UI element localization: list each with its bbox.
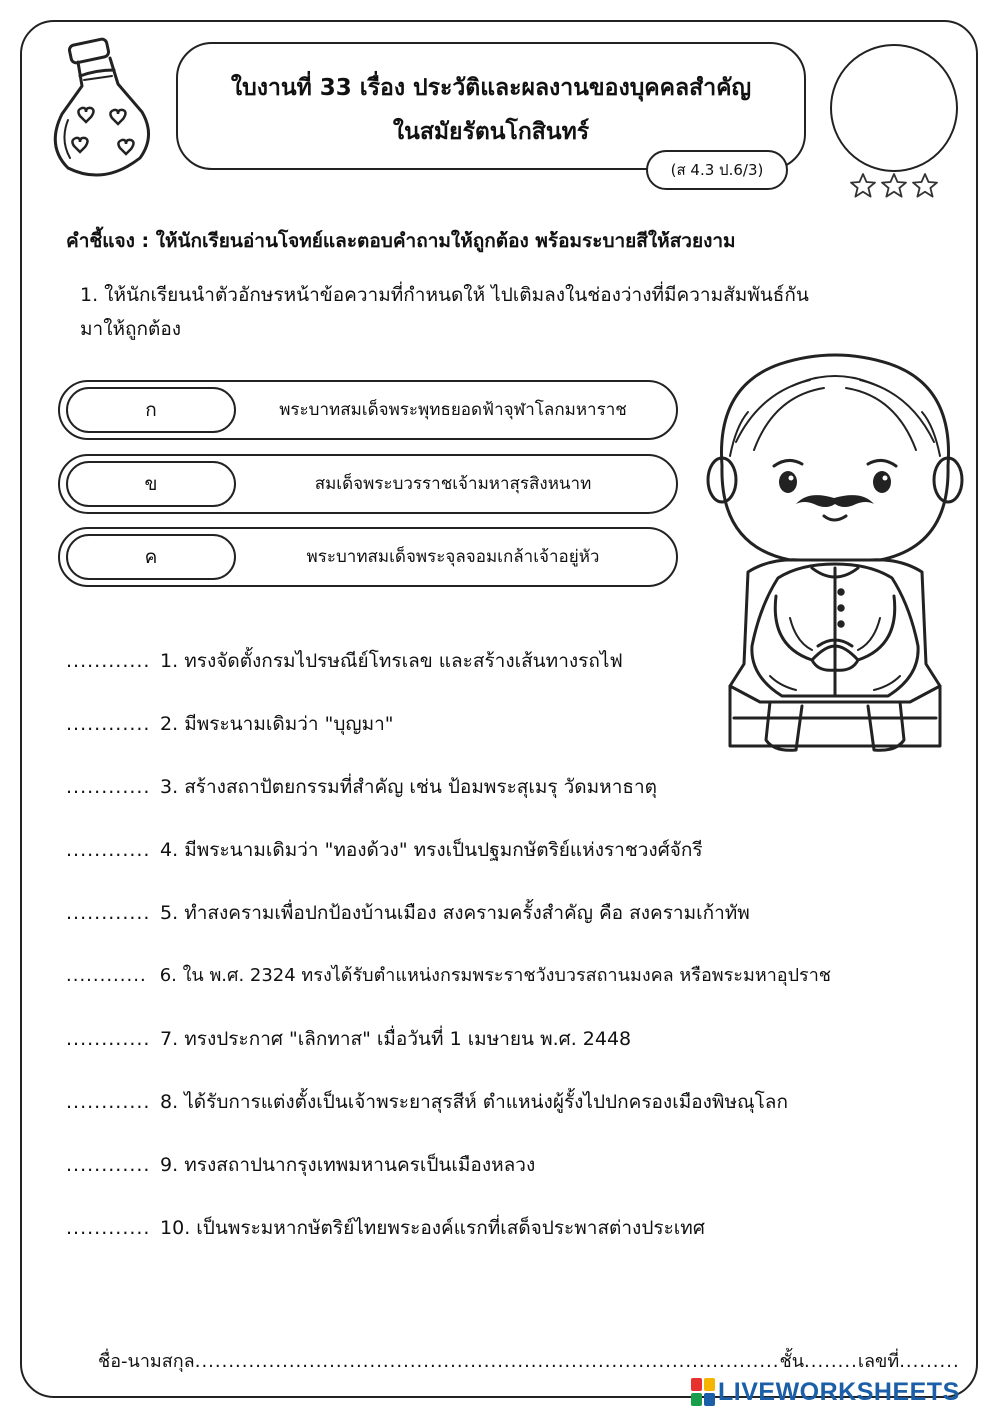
three-stars-icon xyxy=(848,172,940,200)
option-letter: ค xyxy=(66,534,236,580)
worksheet-subtitle: ในสมัยรัตนโกสินทร์ xyxy=(392,119,590,145)
option-letter: ข xyxy=(66,461,236,507)
liveworksheets-text: LIVEWORKSHEETS xyxy=(718,1377,960,1406)
option-ka xyxy=(58,380,678,440)
question-1-line2: มาให้ถูกต้อง xyxy=(80,318,182,340)
option-text: สมเด็จพระบวรราชเจ้ามหาสุรสิงหนาท xyxy=(314,474,592,494)
option-text: พระบาทสมเด็จพระพุทธยอดฟ้าจุฬาโลกมหาราช xyxy=(279,400,627,420)
statement-text: 8. ได้รับการแต่งตั้งเป็นเจ้าพระยาสุรสีห์ ตำแหน่งผู้รั้งไปปกครองเมืองพิษณุโลก xyxy=(160,1091,788,1113)
king-cartoon-illustration xyxy=(700,346,970,766)
name-label: ชื่อ-นามสกุล xyxy=(98,1351,195,1372)
option-kho xyxy=(58,454,678,514)
number-label: เลขที่ xyxy=(857,1351,900,1372)
option-text: พระบาทสมเด็จพระจุลจอมเกล้าเจ้าอยู่หัว xyxy=(306,547,600,567)
answer-blank[interactable]: ............ xyxy=(66,776,151,798)
statement-7 xyxy=(66,1022,966,1056)
answer-blank[interactable]: ............ xyxy=(66,839,151,861)
answer-blank[interactable]: ............ xyxy=(66,1091,151,1113)
score-circle[interactable] xyxy=(830,44,958,172)
statement-1 xyxy=(66,644,966,678)
student-info xyxy=(98,1346,960,1375)
statement-text: 3. สร้างสถาปัตยกรรมที่สำคัญ เช่น ป้อมพระสุเมรุ วัดมหาธาตุ xyxy=(160,776,657,798)
statement-9 xyxy=(66,1148,966,1182)
answer-blank[interactable]: ............ xyxy=(66,650,151,672)
statement-text: 6. ใน พ.ศ. 2324 ทรงได้รับตำแหน่งกรมพระราชวังบวรสถานมงคล หรือพระมหาอุปราช xyxy=(159,965,832,986)
answer-blank[interactable]: ............ xyxy=(66,713,151,735)
statement-5 xyxy=(66,896,966,930)
statement-text: 4. มีพระนามเดิมว่า "ทองด้วง" ทรงเป็นปฐมกษัตริย์แห่งราชวงศ์จักรี xyxy=(160,839,703,861)
statement-4 xyxy=(66,833,966,867)
potion-bottle-icon xyxy=(40,36,170,186)
answer-blank[interactable]: ............ xyxy=(66,902,151,924)
class-label: ชั้น xyxy=(779,1351,805,1372)
answer-blank[interactable]: ............ xyxy=(66,1217,151,1239)
number-field[interactable]: ......... xyxy=(899,1351,960,1372)
worksheet-title: ใบงานที่ 33 เรื่อง ประวัติและผลงานของบุคคลสำคัญ xyxy=(230,75,752,101)
statement-text: 5. ทำสงครามเพื่อปกป้องบ้านเมือง สงครามครั้งสำคัญ คือ สงครามเก้าทัพ xyxy=(160,902,750,924)
statement-text: 1. ทรงจัดตั้งกรมไปรษณีย์โทรเลข และสร้างเส้นทางรถไฟ xyxy=(160,650,623,672)
statement-3 xyxy=(66,770,966,804)
statement-text: 9. ทรงสถาปนากรุงเทพมหานครเป็นเมืองหลวง xyxy=(160,1154,536,1176)
statement-text: 7. ทรงประกาศ "เลิกทาส" เมื่อวันที่ 1 เมษายน พ.ศ. 2448 xyxy=(160,1028,632,1050)
statement-10 xyxy=(66,1211,966,1245)
answer-blank[interactable]: ............ xyxy=(66,965,147,986)
question-1 xyxy=(80,278,920,346)
statement-text: 10. เป็นพระมหากษัตริย์ไทยพระองค์แรกที่เสด็จประพาสต่างประเทศ xyxy=(160,1217,705,1239)
statement-8 xyxy=(66,1085,966,1119)
answer-blank[interactable]: ............ xyxy=(66,1154,151,1176)
instruction-text: คำชี้แจง : ให้นักเรียนอ่านโจทย์และตอบคำถามให้ถูกต้อง พร้อมระบายสีให้สวยงาม xyxy=(66,230,736,252)
option-letter: ก xyxy=(66,387,236,433)
statement-2 xyxy=(66,707,966,741)
liveworksheets-logo xyxy=(690,1376,960,1408)
question-1-line1: 1. ให้นักเรียนนำตัวอักษรหน้าข้อความที่กำหนดให้ ไปเติมลงในช่องว่างที่มีความสัมพันธ์กัน xyxy=(80,284,809,306)
indicator-badge: (ส 4.3 ป.6/3) xyxy=(646,150,788,190)
liveworksheets-badge-icon xyxy=(690,1377,716,1407)
statement-6 xyxy=(66,959,966,993)
statement-text: 2. มีพระนามเดิมว่า "บุญมา" xyxy=(160,713,394,735)
name-field[interactable]: ....................................................................................... xyxy=(194,1351,780,1372)
option-kho-khwai xyxy=(58,527,678,587)
answer-blank[interactable]: ............ xyxy=(66,1028,151,1050)
class-field[interactable]: ........ xyxy=(804,1351,858,1372)
